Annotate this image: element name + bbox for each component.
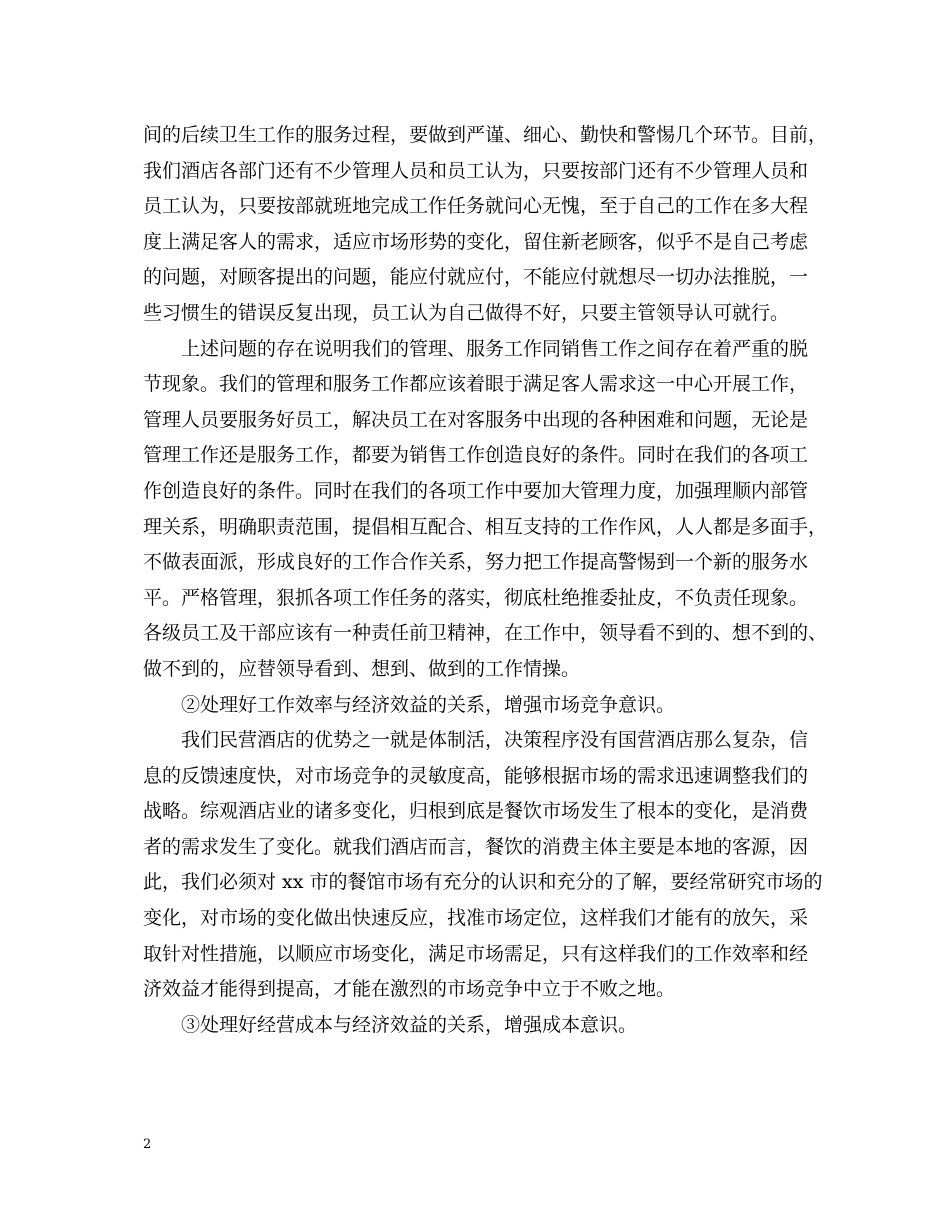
text-line: 的问题，对顾客提出的问题，能应付就应付，不能应付就想尽一切办法推脱，一 — [143, 266, 809, 289]
body-text — [143, 118, 828, 1043]
text-line: 息的反馈速度快，对市场竞争的灵敏度高，能够根据市场的需求迅速调整我们的 — [143, 764, 809, 787]
text-line: 员工认为，只要按部就班地完成工作任务就问心无愧，至于自己的工作在多大程 — [143, 195, 809, 218]
text-line: 节现象。我们的管理和服务工作都应该着眼于满足客人需求这一中心开展工作， — [143, 373, 809, 396]
text-line: 者的需求发生了变化。就我们酒店而言，餐饮的消费主体主要是本地的客源，因 — [143, 835, 809, 858]
text-line: 上述问题的存在说明我们的管理、服务工作同销售工作之间存在着严重的脱 — [181, 337, 809, 360]
text-line: ②处理好工作效率与经济效益的关系，增强市场竞争意识。 — [181, 693, 676, 716]
text-line: 理关系，明确职责范围，提倡相互配合、相互支持的工作作风，人人都是多面手， — [143, 515, 828, 538]
text-line: 管理人员要服务好员工，解决员工在对客服务中出现的各种困难和问题，无论是 — [143, 408, 809, 431]
text-line: 间的后续卫生工作的服务过程，要做到严谨、细心、勤快和警惕几个环节。目前， — [143, 124, 828, 146]
text-line: 我们民营酒店的优势之一就是体制活，决策程序没有国营酒店那么复杂，信 — [181, 729, 809, 752]
text-line: 变化，对市场的变化做出快速反应，找准市场定位，这样我们才能有的放矢，采 — [143, 907, 809, 930]
text-line: 不做表面派，形成良好的工作合作关系，努力把工作提高警惕到一个新的服务水 — [143, 551, 809, 574]
text-line: 平。严格管理，狠抓各项工作任务的落实，彻底杜绝推委扯皮，不负责任现象。 — [143, 586, 809, 609]
text-line: 战略。综观酒店业的诸多变化，归根到底是餐饮市场发生了根本的变化，是消费 — [143, 800, 809, 823]
text-line: 济效益才能得到提高，才能在激烈的市场竞争中立于不败之地。 — [143, 978, 676, 1001]
text-line: 我们酒店各部门还有不少管理人员和员工认为，只要按部门还有不少管理人员和 — [143, 159, 809, 182]
text-line: 做不到的，应替领导看到、想到、做到的工作情操。 — [143, 657, 581, 680]
text-line: ③处理好经营成本与经济效益的关系，增强成本意识。 — [181, 1013, 638, 1036]
text-line: 些习惯生的错误反复出现，员工认为自己做得不好，只要主管领导认可就行。 — [143, 301, 790, 324]
text-line: 各级员工及干部应该有一种责任前卫精神，在工作中，领导看不到的、想不到的、 — [143, 622, 828, 645]
text-line: 此，我们必须对 xx 市的餐馆市场有充分的认识和充分的了解，要经常研究市场的 — [143, 871, 823, 894]
text-line: 取针对性措施，以顺应市场变化，满足市场需足，只有这样我们的工作效率和经 — [143, 942, 809, 965]
text-line: 管理工作还是服务工作，都要为销售工作创造良好的条件。同时在我们的各项工 — [143, 444, 809, 467]
text-line: 作创造良好的条件。同时在我们的各项工作中要加大管理力度，加强理顺内部管 — [143, 479, 809, 502]
text-line: 度上满足客人的需求，适应市场形势的变化，留住新老顾客，似乎不是自己考虑 — [143, 230, 809, 253]
page-number: 2 — [143, 1137, 152, 1152]
